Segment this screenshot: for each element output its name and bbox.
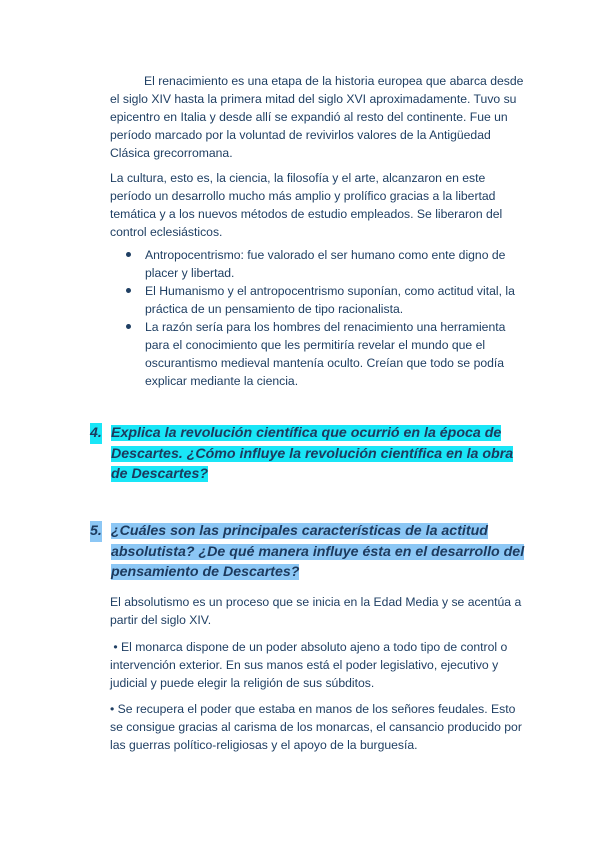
bullet-icon	[126, 252, 131, 257]
bullet-icon	[126, 288, 131, 293]
list-item	[110, 318, 530, 390]
paragraph-renacimiento: El renacimiento es una etapa de la historia europea que abarca desde el siglo XIV hasta la primera mitad del siglo XVI aproximadamente. Tuvo su epicentro en Italia y desde allí se expandió al resto del continente. Fue un período marcado por la voluntad de revivirlos valores de la Antigüedad Clásica grecorromana.	[110, 74, 524, 160]
answer-5-intro: El absolutismo es un proceso que se inicia en la Edad Media y se acentúa a partir del siglo XIV.	[110, 595, 522, 627]
question-5-heading	[90, 521, 530, 583]
list-item	[110, 282, 530, 318]
bullet-text: La razón sería para los hombres del renacimiento una herramienta para el conocimiento que les permitiría revelar el mundo que el oscurantismo medieval mantenía oculto. Creían que todo se podía explicar mediante la ciencia.	[145, 320, 506, 388]
question-number: 5.	[90, 521, 102, 542]
paragraph-cultura: La cultura, esto es, la ciencia, la filosofía y el arte, alcanzaron en este período un desarrollo mucho más amplio y prolífico gracias a la libertad temática y a los nuevos métodos de estudio empleados. Se liberaron del control eclesiásticos.	[110, 171, 503, 239]
question-4-heading	[90, 423, 530, 485]
list-item	[110, 246, 530, 282]
question-text: Explica la revolución científica que ocurrió en la época de Descartes. ¿Cómo influye la revolución científica en la obra de Descartes?	[111, 425, 514, 482]
answer-5-point-2: • Se recupera el poder que estaba en manos de los señores feudales. Esto se consigue gracias al carisma de los monarcas, el cansancio producido por las guerras político-religiosas y el apoyo de la burguesía.	[110, 702, 522, 752]
bullet-list	[110, 246, 530, 390]
question-number: 4.	[90, 423, 102, 444]
bullet-text: El Humanismo y el antropocentrismo suponían, como actitud vital, la práctica de un pensamiento de tipo racionalista.	[145, 284, 515, 316]
bullet-icon	[126, 324, 131, 329]
answer-5-point-1: • El monarca dispone de un poder absoluto ajeno a todo tipo de control o intervención exterior. En sus manos está el poder legislativo, ejecutivo y judicial y puede elegir la religión de sus súbditos.	[110, 640, 511, 690]
bullet-text: Antropocentrismo: fue valorado el ser humano como ente digno de placer y libertad.	[145, 248, 506, 280]
question-text: ¿Cuáles son las principales características de la actitud absolutista? ¿De qué manera influye ésta en el desarrollo del pensamiento de Descartes?	[111, 523, 525, 580]
